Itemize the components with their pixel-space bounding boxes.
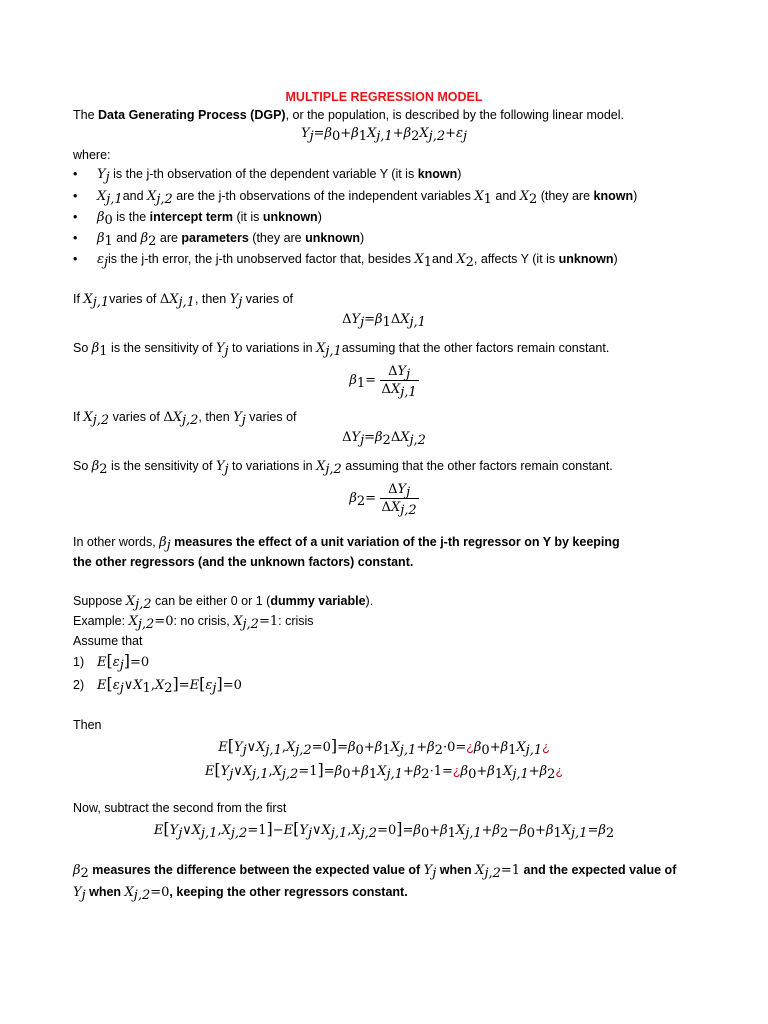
if-line-1: If $X_{j,1}varies$ of $\Delta X_{j,1}$, then $Y_j$ varies of xyxy=(73,292,294,310)
assumption-2: 2) $E[\varepsilon_j\vee X_1,X_2]=E[\varepsilon_j]=0$ xyxy=(73,674,242,696)
bullet-item: $•\varepsilon_jis$ the j-th error, the j-th unobserved factor that, besides $X_1and$ $X_2$, affects Y (it is unknown) xyxy=(73,251,618,268)
bullet-marker xyxy=(73,251,97,267)
bullet-item: $•\beta_1$ and $\beta_2$ are parameters (they are unknown) xyxy=(73,230,364,247)
suppose-line: Suppose $X_{j,2}$ can be either 0 or 1 (dummy variable). xyxy=(73,594,374,612)
conclusion-line-1: $\beta_2$ measures the difference between the expected value of $Y_j$ when $X_{j,2}=1$ and the expected value of xyxy=(73,863,677,881)
so-line-2: So $\beta_2$ is the sensitivity of $Y_j$ to variations in $X_{j,2}$ assuming that the other factors remain constant. xyxy=(73,459,613,477)
where-label: where: xyxy=(73,148,111,162)
difference-equation: $E[Y_j\vee X_{j,1},X_{j,2}=1]-E[Y_j\vee X_{j,1},X_{j,2}=0]=\beta_0+\beta_1X_{j,1}+\beta_2-\beta_0+\beta_1X_{j,1}=\beta_2$ xyxy=(153,819,615,841)
assumption-1: 1) $E[\varepsilon_j]=0$ xyxy=(73,651,150,673)
example-line: Example: $X_{j,2}=0$: no crisis, $X_{j,2}=1$: crisis xyxy=(73,614,314,632)
delta-eq-2: $\Delta Y_j=\beta_2\Delta X_{j,2}$ xyxy=(342,430,426,448)
assume-label: Assume that xyxy=(73,634,143,648)
expectation-eq-2: $E[Y_j\vee X_{j,1},X_{j,2}=1]=\beta_0+\beta_1X_{j,1}+\beta_2\cdot 1=¿\beta_0+\beta_1X_{j,1}+\beta_2¿$ xyxy=(204,760,564,782)
beta1-fraction: $\beta_1=$ $\frac{\Delta Y_j}{\Delta X_{j,1}}$ xyxy=(349,364,417,400)
in-other-words-line-1: In other words, $\beta_j$ measures the effect of a unit variation of the j-th regressor on Y by keeping xyxy=(73,535,620,553)
conclusion-line-2: $Y_j$ when $X_{j,2}=0$, keeping the other regressors constant. xyxy=(73,885,408,903)
model-equation: $Y_j=\beta_0+\beta_1X_{j,1}+\beta_2X_{j,2}+\varepsilon_j$ xyxy=(300,126,468,144)
intro-pre: The xyxy=(73,108,99,122)
bullet-item: $•X_{j,1}and$ $X_{j,2}$ are the j-th observations of the independent variables $X_1$ and $X_2$ (they are known) xyxy=(73,188,637,205)
delta-eq-1: $\Delta Y_j=\beta_1\Delta X_{j,1}$ xyxy=(342,312,426,330)
bullet-marker xyxy=(73,188,97,204)
then-label: Then xyxy=(73,718,102,732)
bullet-item: $•Y_j$ is the j-th observation of the dependent variable Y (it is known) xyxy=(73,166,461,183)
bullet-marker xyxy=(73,166,97,182)
so-line-1: So $\beta_1$ is the sensitivity of $Y_j$ to variations in $X_{j,1}assuming$ that the other factors remain constant. xyxy=(73,341,610,359)
beta2-fraction: $\beta_2=$ $\frac{\Delta Y_j}{\Delta X_{j,2}}$ xyxy=(349,482,417,518)
intro-line xyxy=(73,107,624,123)
now-label: Now, subtract the second from the first xyxy=(73,801,287,815)
bullet-marker xyxy=(73,209,97,225)
intro-post: , or the population, is described by the following linear model. xyxy=(285,108,624,122)
bullet-marker xyxy=(73,230,97,246)
page-title: MULTIPLE REGRESSION MODEL xyxy=(285,90,483,104)
intro-bold: Data Generating Process (DGP) xyxy=(98,108,286,122)
in-other-words-line-2: the other regressors (and the unknown factors) constant. xyxy=(73,555,414,569)
expectation-eq-1: $E[Y_j\vee X_{j,1},X_{j,2}=0]=\beta_0+\beta_1X_{j,1}+\beta_2\cdot 0=¿\beta_0+\beta_1X_{j,1}¿$ xyxy=(218,736,550,758)
bullet-item: $•\beta_0$ is the intercept term (it is unknown) xyxy=(73,209,322,226)
if-line-2: If $X_{j,2}$ varies of $\Delta X_{j,2}$, then $Y_j$ varies of xyxy=(73,410,297,428)
